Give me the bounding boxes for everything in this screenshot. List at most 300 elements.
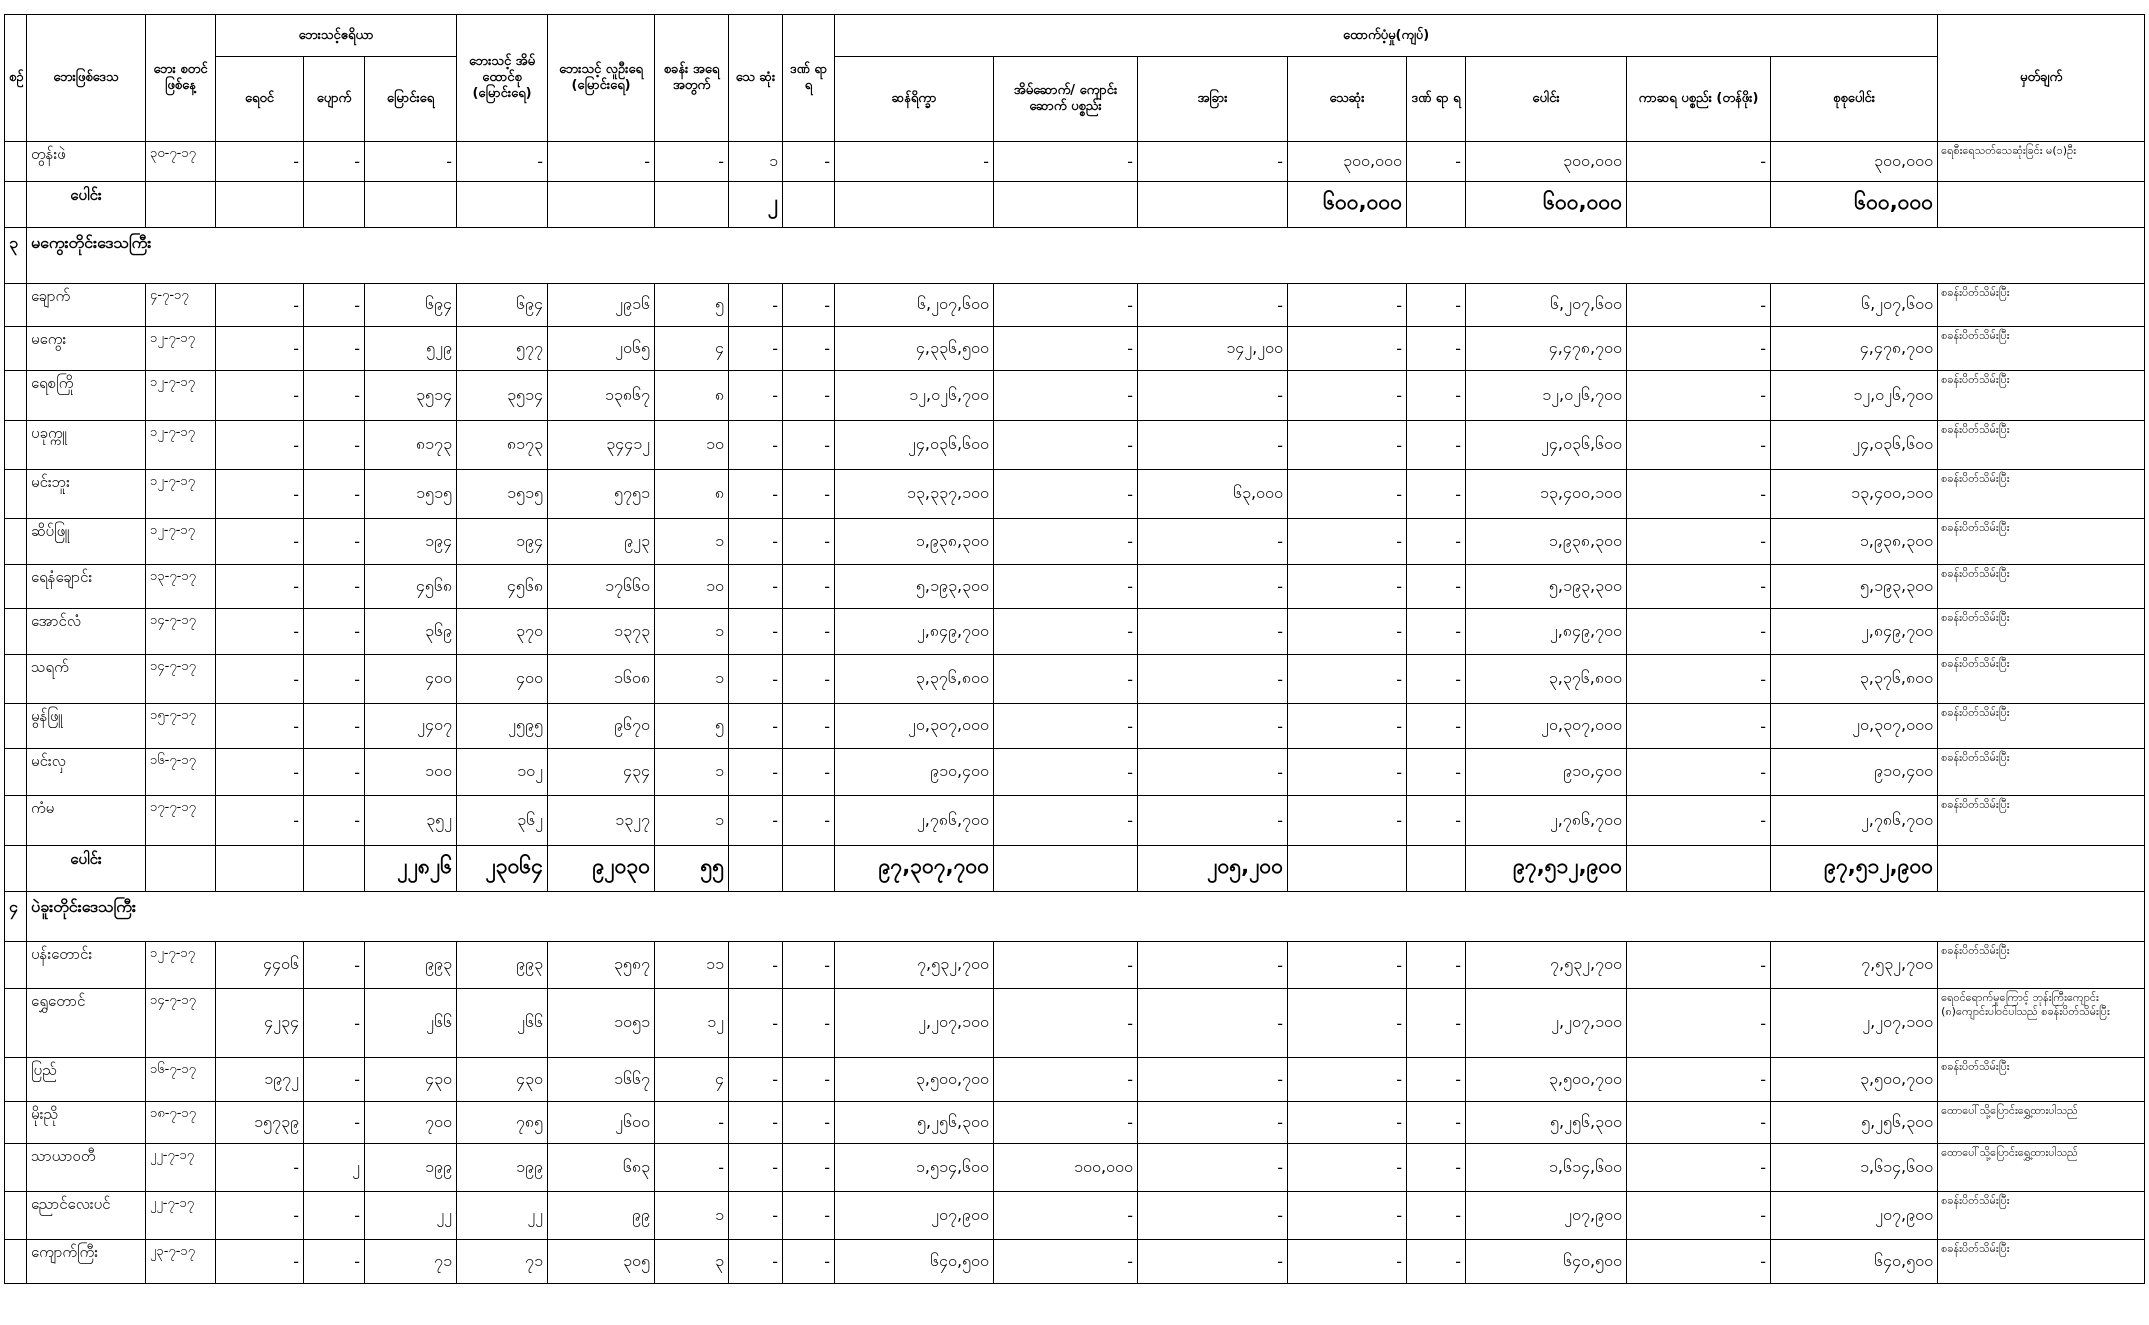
cell-area: ၃၅၂ [365, 796, 457, 846]
cell-paddy: - [216, 284, 304, 327]
cell-dead: - [729, 749, 783, 796]
cell-dead: - [729, 796, 783, 846]
cell-date: ၁၄-၇-၁၇ [146, 655, 216, 704]
cell-total: ၃၀၀,၀၀၀ [1771, 142, 1938, 182]
table-row [5, 371, 2145, 421]
total-label: ပေါင်း [27, 846, 146, 892]
cell-area: ၂၄၀၇ [365, 704, 457, 749]
cell-pop: - [548, 142, 655, 182]
cell-date: ၁၆-၇-၁၇ [146, 749, 216, 796]
cell-no [5, 989, 27, 1058]
cell-total: ၁၂,၀၂၆,၇၀၀ [1771, 371, 1938, 421]
total-area: ၂၂၈၂၆ [365, 846, 457, 892]
cell-pop: ၉၂၃ [548, 519, 655, 565]
cell-hh: ၂၅၉၅ [457, 704, 548, 749]
cell-rice: ၃,၅၀၀,၇၀၀ [835, 1058, 994, 1102]
cell-date: ၁၆-၇-၁၇ [146, 1058, 216, 1102]
cell-total: ၁,၉၃၈,၃၀၀ [1771, 519, 1938, 565]
cell-no [5, 655, 27, 704]
table-row [5, 942, 2145, 989]
cell-total: ၂၀,၃၀၇,၀၀၀ [1771, 704, 1938, 749]
cell-no [5, 1240, 27, 1284]
cell-hh: ၂၂ [457, 1192, 548, 1240]
cell-hh: ၃၆၂ [457, 796, 548, 846]
total-lost [304, 846, 365, 892]
cell-inkind: - [1627, 371, 1771, 421]
cell-injaid: - [1407, 1192, 1466, 1240]
cell-remarks: စခန်းပိတ်သိမ်းပြီး [1938, 470, 2145, 519]
cell-inj: - [783, 284, 835, 327]
cell-hh: ၁၉၄ [457, 519, 548, 565]
total-hh: ၂၃၀၆၄ [457, 846, 548, 892]
cell-subtotal: ၂,၇၈၆,၇၀၀ [1466, 796, 1627, 846]
cell-dead: - [729, 284, 783, 327]
cell-housing: - [994, 655, 1138, 704]
cell-camps: - [655, 1144, 729, 1192]
table-row [5, 284, 2145, 327]
cell-remarks: စခန်းပိတ်သိမ်းပြီး [1938, 796, 2145, 846]
cell-inkind: - [1627, 142, 1771, 182]
cell-no [5, 470, 27, 519]
total-other: ၂၀၅,၂၀၀ [1138, 846, 1288, 892]
cell-deadaid: - [1288, 421, 1407, 470]
col-dead: သေ ဆုံး [729, 15, 783, 142]
section-number: ၃ [5, 228, 27, 284]
cell-place: ရေစကြို [27, 371, 146, 421]
cell-housing: - [994, 327, 1138, 371]
cell-subtotal: ၅,၁၉၃,၃၀၀ [1466, 565, 1627, 609]
cell-rice: ၇,၅၃၂,၇၀၀ [835, 942, 994, 989]
cell-inkind: - [1627, 284, 1771, 327]
cell-lost: - [304, 989, 365, 1058]
total-pop: ၉၂၀၃၀ [548, 846, 655, 892]
cell-remarks: စခန်းပိတ်သိမ်းပြီး [1938, 421, 2145, 470]
col-area: မြောင်းရေ [365, 57, 457, 142]
cell-dead: - [729, 565, 783, 609]
cell-rice: ၁၃,၃၃၇,၁၀၀ [835, 470, 994, 519]
total-remarks [1938, 182, 2145, 228]
cell-other: ၁၄၂,၂၀၀ [1138, 327, 1288, 371]
total-no [5, 846, 27, 892]
cell-place: ကံမ [27, 796, 146, 846]
cell-hh: ၄၅၆၈ [457, 565, 548, 609]
table-row [5, 1192, 2145, 1240]
cell-inkind: - [1627, 519, 1771, 565]
cell-date: ၁၄-၇-၁၇ [146, 609, 216, 655]
cell-injaid: - [1407, 1102, 1466, 1144]
cell-paddy: - [216, 1192, 304, 1240]
disaster-relief-table [4, 14, 2145, 1284]
cell-subtotal: ၃,၃၇၆,၈၀၀ [1466, 655, 1627, 704]
cell-rice: ၁,၉၃၈,၃၀၀ [835, 519, 994, 565]
cell-date: ၁၂-၇-၁၇ [146, 327, 216, 371]
cell-pop: ၁၃၂၇ [548, 796, 655, 846]
cell-place: မင်းဘူး [27, 470, 146, 519]
cell-total: ၆,၂၀၇,၆၀၀ [1771, 284, 1938, 327]
cell-lost: - [304, 749, 365, 796]
cell-injaid: - [1407, 327, 1466, 371]
cell-pop: ၄၃၄ [548, 749, 655, 796]
cell-camps: ၃ [655, 1240, 729, 1284]
total-deadaid [1288, 846, 1407, 892]
total-inj [783, 846, 835, 892]
cell-place: ပန်းတောင်း [27, 942, 146, 989]
cell-pop: ၉၉ [548, 1192, 655, 1240]
cell-housing: - [994, 1102, 1138, 1144]
cell-inkind: - [1627, 1102, 1771, 1144]
cell-subtotal: ၃၀၀,၀၀၀ [1466, 142, 1627, 182]
cell-inkind: - [1627, 1144, 1771, 1192]
cell-paddy: - [216, 609, 304, 655]
cell-other: - [1138, 142, 1288, 182]
total-paddy [216, 182, 304, 228]
cell-place: တွန်းဖဲ [27, 142, 146, 182]
cell-rice: ၂,၇၈၆,၇၀၀ [835, 796, 994, 846]
cell-hh: ၃၅၁၄ [457, 371, 548, 421]
cell-hh: ၁၀၂ [457, 749, 548, 796]
cell-camps: ၁၁ [655, 942, 729, 989]
cell-subtotal: ၂,၂၀၇,၁၀၀ [1466, 989, 1627, 1058]
cell-subtotal: ၂,၈၄၉,၇၀၀ [1466, 609, 1627, 655]
col-housing: အိမ်ဆောက်/ ကျောင်းဆောက် ပစ္စည်း [994, 57, 1138, 142]
cell-inj: - [783, 989, 835, 1058]
cell-date: ၁၃-၇-၁၇ [146, 565, 216, 609]
col-date: ဘေး စတင် ဖြစ်နေ့ [146, 15, 216, 142]
table-row [5, 989, 2145, 1058]
cell-hh: ၉၉၃ [457, 942, 548, 989]
cell-subtotal: ၁,၆၁၄,၆၀၀ [1466, 1144, 1627, 1192]
cell-no [5, 142, 27, 182]
table-row [5, 609, 2145, 655]
total-inj [783, 182, 835, 228]
cell-injaid: - [1407, 371, 1466, 421]
cell-other: ၆၃,၀၀၀ [1138, 470, 1288, 519]
cell-paddy: - [216, 421, 304, 470]
cell-other: - [1138, 1240, 1288, 1284]
cell-deadaid: - [1288, 1240, 1407, 1284]
cell-deadaid: - [1288, 1192, 1407, 1240]
cell-lost: - [304, 1192, 365, 1240]
cell-inkind: - [1627, 1192, 1771, 1240]
table-row [5, 1102, 2145, 1144]
cell-lost: - [304, 327, 365, 371]
cell-camps: - [655, 142, 729, 182]
cell-inkind: - [1627, 565, 1771, 609]
cell-housing: - [994, 796, 1138, 846]
cell-deadaid: - [1288, 704, 1407, 749]
cell-pop: ၃၄၄၁၂ [548, 421, 655, 470]
cell-injaid: - [1407, 519, 1466, 565]
cell-other: - [1138, 704, 1288, 749]
cell-paddy: ၁၅၇၃၉ [216, 1102, 304, 1144]
cell-total: ၁၃,၄၀၀,၁၀၀ [1771, 470, 1938, 519]
cell-no [5, 327, 27, 371]
total-no [5, 182, 27, 228]
cell-lost: - [304, 1240, 365, 1284]
cell-injaid: - [1407, 1058, 1466, 1102]
table-row [5, 142, 2145, 182]
cell-housing: - [994, 1240, 1138, 1284]
cell-other: - [1138, 371, 1288, 421]
total-date [146, 846, 216, 892]
cell-other: - [1138, 1192, 1288, 1240]
cell-inj: - [783, 421, 835, 470]
cell-other: - [1138, 655, 1288, 704]
cell-date: ၁၄-၇-၁၇ [146, 989, 216, 1058]
cell-paddy: - [216, 1144, 304, 1192]
cell-camps: ၈ [655, 371, 729, 421]
cell-inkind: - [1627, 327, 1771, 371]
cell-subtotal: ၂၀၇,၉၀၀ [1466, 1192, 1627, 1240]
cell-remarks: ရေဝင်ရောက်မှုကြောင့် ဘုန်းကြီးကျောင်း (၈)ကျောင်းပါဝင်ပါသည် စခန်းပိတ်သိမ်းပြီး [1938, 989, 2145, 1058]
col-inkind: ကာဆရ ပစ္စည်း (တန်ဖိုး) [1627, 57, 1771, 142]
cell-housing: - [994, 989, 1138, 1058]
cell-inj: - [783, 327, 835, 371]
section-row [5, 228, 2145, 284]
cell-housing: - [994, 371, 1138, 421]
cell-deadaid: - [1288, 655, 1407, 704]
cell-camps: ၁၀ [655, 565, 729, 609]
cell-deadaid: - [1288, 371, 1407, 421]
cell-total: ၃,၅၀၀,၇၀၀ [1771, 1058, 1938, 1102]
cell-rice: ၁၂,၀၂၆,၇၀၀ [835, 371, 994, 421]
table-row [5, 704, 2145, 749]
cell-camps: ၁၀ [655, 421, 729, 470]
table-row [5, 470, 2145, 519]
cell-no [5, 565, 27, 609]
cell-remarks: စခန်းပိတ်သိမ်းပြီး [1938, 284, 2145, 327]
total-other [1138, 182, 1288, 228]
total-hh [457, 182, 548, 228]
cell-lost: - [304, 1058, 365, 1102]
cell-camps: ၈ [655, 470, 729, 519]
cell-inj: - [783, 704, 835, 749]
cell-remarks: စခန်းပိတ်သိမ်းပြီး [1938, 565, 2145, 609]
cell-rice: ၂၀,၃၀၇,၀၀၀ [835, 704, 994, 749]
cell-remarks: စခန်းပိတ်သိမ်းပြီး [1938, 655, 2145, 704]
cell-injaid: - [1407, 470, 1466, 519]
col-remarks: မှတ်ချက် [1938, 15, 2145, 142]
cell-inkind: - [1627, 989, 1771, 1058]
total-dead: ၂ [729, 182, 783, 228]
cell-date: ၁၂-၇-၁၇ [146, 470, 216, 519]
cell-remarks: စခန်းပိတ်သိမ်းပြီး [1938, 1192, 2145, 1240]
cell-housing: - [994, 749, 1138, 796]
cell-housing: - [994, 942, 1138, 989]
cell-total: ၇,၅၃၂,၇၀၀ [1771, 942, 1938, 989]
table-row [5, 749, 2145, 796]
table-row [5, 1058, 2145, 1102]
cell-no [5, 421, 27, 470]
cell-rice: ၅,၁၉၃,၃၀၀ [835, 565, 994, 609]
cell-no [5, 371, 27, 421]
col-other: အခြား [1138, 57, 1288, 142]
cell-camps: - [655, 1102, 729, 1144]
cell-lost: - [304, 942, 365, 989]
cell-other: - [1138, 421, 1288, 470]
cell-pop: ၅၇၅၁ [548, 470, 655, 519]
cell-camps: ၁ [655, 519, 729, 565]
cell-total: ၂၄,၀၃၆,၆၀၀ [1771, 421, 1938, 470]
cell-lost: - [304, 704, 365, 749]
cell-no [5, 749, 27, 796]
cell-rice: - [835, 142, 994, 182]
cell-injaid: - [1407, 142, 1466, 182]
cell-area: ၁၀၀ [365, 749, 457, 796]
col-grand-total: စုစုပေါင်း [1771, 57, 1938, 142]
cell-lost: - [304, 609, 365, 655]
cell-total: ၂၀၇,၉၀၀ [1771, 1192, 1938, 1240]
cell-camps: ၁ [655, 796, 729, 846]
total-rice: ၉၇,၃၀၇,၇၀၀ [835, 846, 994, 892]
cell-place: မွန်ဖြူ [27, 704, 146, 749]
cell-no [5, 609, 27, 655]
cell-hh: ၇၈၅ [457, 1102, 548, 1144]
cell-rice: ၂၀၇,၉၀၀ [835, 1192, 994, 1240]
cell-hh: - [457, 142, 548, 182]
cell-paddy: - [216, 371, 304, 421]
cell-inj: - [783, 749, 835, 796]
cell-hh: ၈၁၇၃ [457, 421, 548, 470]
cell-total: ၂,၂၀၇,၁၀၀ [1771, 989, 1938, 1058]
cell-total: ၁,၆၁၄,၆၀၀ [1771, 1144, 1938, 1192]
cell-deadaid: - [1288, 327, 1407, 371]
cell-camps: ၁၂ [655, 989, 729, 1058]
cell-pop: ၁၃၇၃ [548, 609, 655, 655]
cell-area: ၁၅၁၅ [365, 470, 457, 519]
col-death-aid: သေဆုံး [1288, 57, 1407, 142]
cell-housing: - [994, 565, 1138, 609]
cell-paddy: - [216, 327, 304, 371]
cell-rice: ၉၁၀,၄၀၀ [835, 749, 994, 796]
cell-housing: - [994, 609, 1138, 655]
cell-lost: ၂ [304, 1144, 365, 1192]
total-camps [655, 182, 729, 228]
cell-subtotal: ၆,၂၀၇,၆၀၀ [1466, 284, 1627, 327]
cell-lost: - [304, 421, 365, 470]
cell-camps: ၁ [655, 1192, 729, 1240]
cell-area: ၄၀၀ [365, 655, 457, 704]
cell-no [5, 1192, 27, 1240]
cell-subtotal: ၉၁၀,၄၀၀ [1466, 749, 1627, 796]
table-row [5, 519, 2145, 565]
cell-paddy: - [216, 470, 304, 519]
cell-pop: ၁၆၀၈ [548, 655, 655, 704]
cell-inkind: - [1627, 609, 1771, 655]
cell-paddy: - [216, 1240, 304, 1284]
cell-lost: - [304, 284, 365, 327]
cell-remarks: စခန်းပိတ်သိမ်းပြီး [1938, 749, 2145, 796]
cell-housing: - [994, 1058, 1138, 1102]
cell-lost: - [304, 519, 365, 565]
cell-inj: - [783, 1240, 835, 1284]
cell-injaid: - [1407, 796, 1466, 846]
cell-date: ၄-၇-၁၇ [146, 284, 216, 327]
cell-dead: - [729, 519, 783, 565]
cell-pop: ၂၉၁၆ [548, 284, 655, 327]
col-injured: ဒဏ် ရာ ရ [783, 15, 835, 142]
cell-other: - [1138, 796, 1288, 846]
cell-dead: - [729, 421, 783, 470]
cell-injaid: - [1407, 655, 1466, 704]
cell-area: ၄၃၀ [365, 1058, 457, 1102]
cell-area: ၈၁၇၃ [365, 421, 457, 470]
cell-place: ရေနံချောင်း [27, 565, 146, 609]
cell-deadaid: - [1288, 519, 1407, 565]
cell-remarks: ထောပေါ်သို့ပြောင်းရွှေ့ထားပါသည် [1938, 1102, 2145, 1144]
cell-camps: ၅ [655, 704, 729, 749]
cell-injaid: - [1407, 749, 1466, 796]
total-remarks [1938, 846, 2145, 892]
cell-area: ၇၁ [365, 1240, 457, 1284]
cell-area: ၃၆၉ [365, 609, 457, 655]
cell-deadaid: - [1288, 942, 1407, 989]
col-lost: ပျောက် [304, 57, 365, 142]
cell-area: ၂၆၆ [365, 989, 457, 1058]
cell-place: သာယာဝတီ [27, 1144, 146, 1192]
cell-inj: - [783, 565, 835, 609]
cell-other: - [1138, 284, 1288, 327]
cell-pop: ၃၅၈၇ [548, 942, 655, 989]
cell-dead: - [729, 1192, 783, 1240]
total-rice [835, 182, 994, 228]
cell-injaid: - [1407, 989, 1466, 1058]
cell-total: ၄,၄၇၈,၇၀၀ [1771, 327, 1938, 371]
total-total: ၉၇,၅၁၂,၉၀၀ [1771, 846, 1938, 892]
cell-other: - [1138, 1144, 1288, 1192]
cell-lost: - [304, 1102, 365, 1144]
cell-area: ၃၅၁၄ [365, 371, 457, 421]
cell-area: ၆၉၄ [365, 284, 457, 327]
cell-deadaid: - [1288, 749, 1407, 796]
cell-date: ၁၂-၇-၁၇ [146, 371, 216, 421]
cell-hh: ၆၉၄ [457, 284, 548, 327]
cell-place: အောင်လံ [27, 609, 146, 655]
cell-injaid: - [1407, 1240, 1466, 1284]
cell-pop: ၂၀၆၅ [548, 327, 655, 371]
col-camps: စခန်း အရေ အတွက် [655, 15, 729, 142]
cell-rice: ၆,၂၀၇,၆၀၀ [835, 284, 994, 327]
cell-rice: ၆၄၀,၅၀၀ [835, 1240, 994, 1284]
cell-rice: ၂,၂၀၇,၁၀၀ [835, 989, 994, 1058]
cell-inj: - [783, 1058, 835, 1102]
cell-inkind: - [1627, 1058, 1771, 1102]
cell-hh: ၇၁ [457, 1240, 548, 1284]
cell-remarks: စခန်းပိတ်သိမ်းပြီး [1938, 327, 2145, 371]
cell-subtotal: ၃,၅၀၀,၇၀၀ [1466, 1058, 1627, 1102]
cell-area: ၁၉၉ [365, 1144, 457, 1192]
cell-date: ၁၂-၇-၁၇ [146, 421, 216, 470]
cell-rice: ၂,၈၄၉,၇၀၀ [835, 609, 994, 655]
cell-paddy: ၄၄၀၆ [216, 942, 304, 989]
cell-dead: - [729, 470, 783, 519]
total-camps: ၅၅ [655, 846, 729, 892]
cell-dead: - [729, 1144, 783, 1192]
col-damage-households: ဘေးသင့် အိမ် ထောင်စု (မြောင်းရေ) [457, 15, 548, 142]
cell-no [5, 704, 27, 749]
col-injury-aid: ဒဏ် ရာ ရ [1407, 57, 1466, 142]
cell-paddy: - [216, 142, 304, 182]
cell-inkind: - [1627, 796, 1771, 846]
cell-no [5, 1144, 27, 1192]
cell-place: မိုးညို [27, 1102, 146, 1144]
cell-total: ၃,၃၇၆,၈၀၀ [1771, 655, 1938, 704]
cell-camps: ၄ [655, 1058, 729, 1102]
cell-dead: - [729, 655, 783, 704]
cell-place: ကျောက်ကြီး [27, 1240, 146, 1284]
col-place: ဘေးဖြစ်ဒေသ [27, 15, 146, 142]
cell-inj: - [783, 142, 835, 182]
